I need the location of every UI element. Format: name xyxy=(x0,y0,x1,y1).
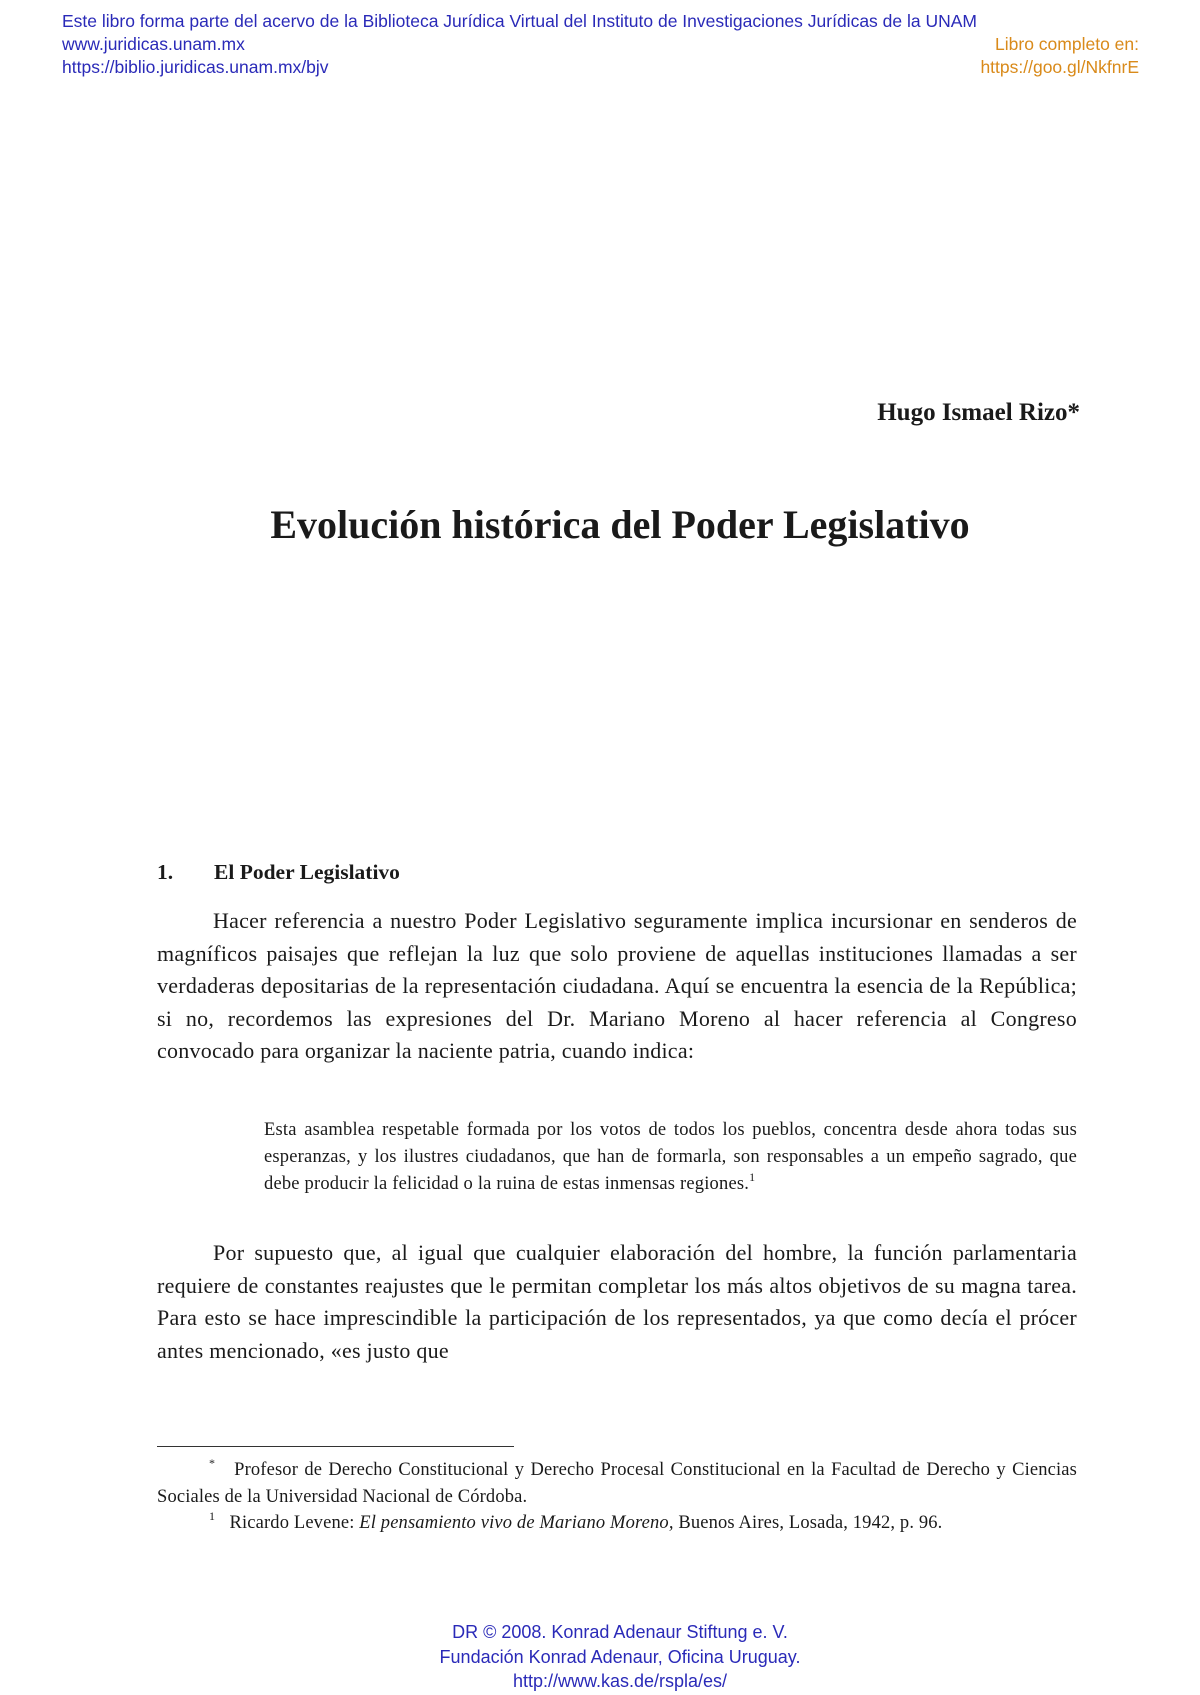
block-quote xyxy=(264,1117,1077,1198)
copyright-line: DR © 2008. Konrad Adenaur Stiftung e. V. xyxy=(452,1622,788,1642)
quote-text: Esta asamblea respetable formada por los votos de todos los pueblos, concentra desde ahora todas sus esperanzas, y los ilustres ciudadanos, que han de formarla, son responsables a un empeño sagrado, que debe producir la felicidad o la ruina de estas inmensas regiones. xyxy=(264,1120,1077,1194)
footnote-1-author: Ricardo Levene: xyxy=(229,1513,355,1533)
footnote-author xyxy=(157,1457,1077,1510)
full-book-link[interactable]: https://goo.gl/NkfnrE xyxy=(980,57,1139,77)
footnote-divider xyxy=(157,1446,514,1447)
footnote-author-mark: * xyxy=(209,1456,216,1470)
section-heading xyxy=(157,860,400,885)
footnote-1-work-title: El pensamiento vivo de Mariano Moreno, xyxy=(359,1513,674,1533)
author-name: Hugo Ismael Rizo* xyxy=(877,399,1080,426)
page-title: Evolución histórica del Poder Legislativo xyxy=(270,502,970,547)
publisher-line: Fundación Konrad Adenaur, Oficina Uruguay. xyxy=(439,1646,801,1667)
juridicas-site-link[interactable]: www.juridicas.unam.mx xyxy=(62,34,245,54)
page-footer xyxy=(0,1620,1200,1694)
footnote-ref-1[interactable]: 1 xyxy=(749,1170,756,1184)
footnote-author-text: Profesor de Derecho Constitucional y Derecho Procesal Constitucional en la Facultad de Derecho y Ciencias Sociales de la Universidad Nacional de Córdoba. xyxy=(157,1460,1078,1507)
footnotes xyxy=(157,1457,1077,1537)
repository-notice: Este libro forma parte del acervo de la Biblioteca Jurídica Virtual del Instituto de Investigaciones Jurídicas de la UNAM xyxy=(62,11,977,31)
page-header xyxy=(62,10,1139,79)
full-book-label: Libro completo en: xyxy=(995,34,1139,54)
paragraph-1: Hacer referencia a nuestro Poder Legislativo seguramente implica incursionar en senderos de magníficos paisajes que reflejan la luz que solo proviene de aquellas instituciones llamadas a ser verdaderas depositarias de la representación ciudadana. Aquí se encuentra la esencia de la República; si no, recordemos las expresiones del Dr. Mariano Moreno al hacer referencia al Congreso convocado para organizar la naciente patria, cuando indica: xyxy=(157,908,1077,1063)
footnote-1 xyxy=(157,1510,1077,1537)
footnote-1-mark: 1 xyxy=(209,1509,216,1523)
paragraph-2: Por supuesto que, al igual que cualquier elaboración del hombre, la función parlamentaria requiere de constantes reajustes que le permitan completar los más altos objetivos de su magna tarea. Para esto se hace imprescindible la participación de los representados, ya que como decía el prócer antes mencionado, «es justo que xyxy=(157,1240,1077,1363)
bjv-link[interactable]: https://biblio.juridicas.unam.mx/bjv xyxy=(62,57,329,77)
section-title: El Poder Legislativo xyxy=(214,860,400,884)
kas-link[interactable]: http://www.kas.de/rspla/es/ xyxy=(512,1671,728,1691)
section-number: 1. xyxy=(157,860,174,884)
footnote-1-citation: Buenos Aires, Losada, 1942, p. 96. xyxy=(678,1513,943,1533)
